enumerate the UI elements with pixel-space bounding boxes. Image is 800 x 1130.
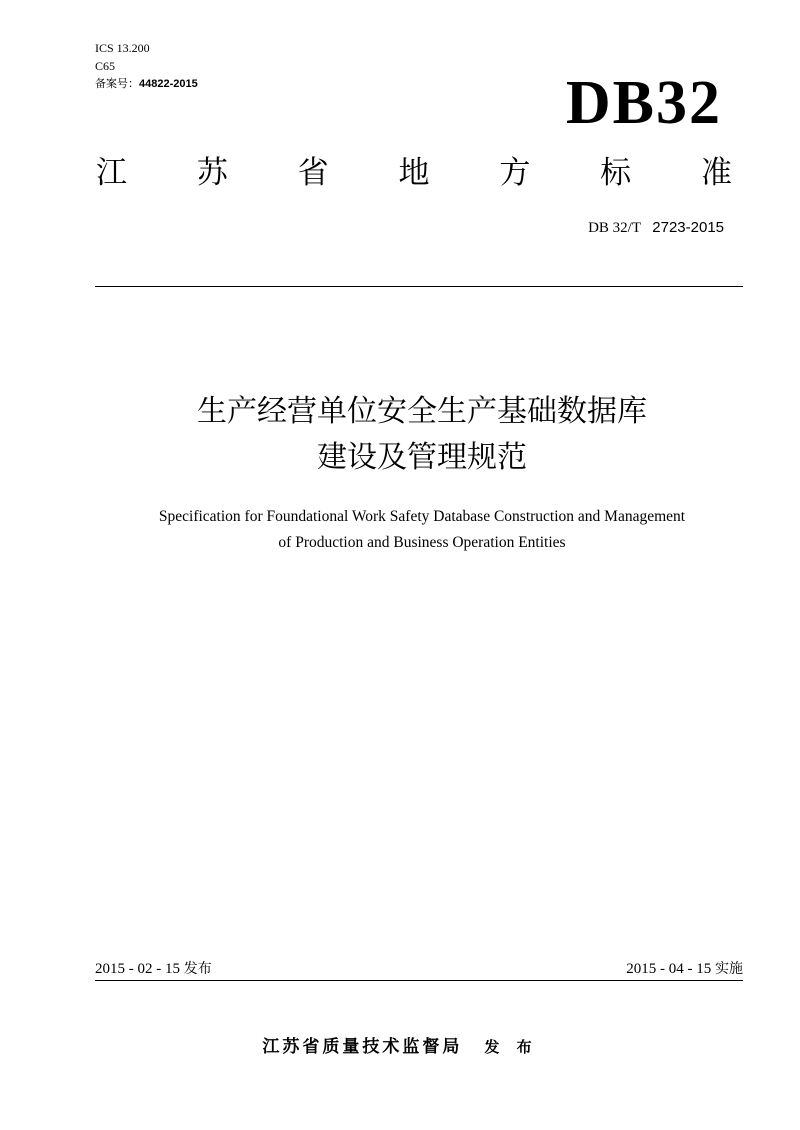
issuer-name: 江苏省质量技术监督局	[262, 1037, 463, 1057]
standard-type-char: 标	[600, 155, 632, 191]
issue-date	[95, 958, 212, 978]
ics-code: ICS 13.200	[95, 41, 150, 55]
title-en-line1: Specification for Foundational Work Safety Database Construction and Management	[158, 508, 686, 525]
effective-date-value: 2015 - 04 - 15	[626, 961, 712, 977]
issue-date-label: 发布	[183, 961, 212, 977]
record-value: 44822-2015	[139, 78, 198, 90]
record-number	[95, 76, 198, 92]
dates-row	[95, 958, 743, 981]
issuer-line	[0, 1032, 800, 1057]
effective-date	[626, 958, 743, 978]
standard-type-heading	[96, 155, 732, 191]
standard-type-char: 准	[700, 155, 732, 191]
title-en-line2: of Production and Business Operation Entities	[278, 534, 566, 551]
standard-number-prefix: DB 32/T	[588, 220, 642, 236]
effective-date-label: 实施	[715, 961, 743, 977]
standard-type-char: 江	[96, 155, 127, 191]
standard-type-char: 地	[398, 155, 430, 191]
header-divider	[95, 286, 743, 287]
title-cn-line2: 建设及管理规范	[317, 440, 527, 475]
title-cn-line1: 生产经营单位安全生产基础数据库	[197, 394, 647, 429]
standard-number-value: 2723-2015	[652, 219, 724, 236]
standard-code: DB32	[565, 69, 722, 137]
standard-type-char: 省	[297, 155, 329, 191]
ccs-code: C65	[95, 59, 116, 73]
standard-type-char: 方	[499, 155, 531, 191]
standard-number	[588, 219, 724, 237]
issue-date-value: 2015 - 02 - 15	[95, 961, 180, 977]
issuer-suffix: 发 布	[484, 1038, 538, 1056]
record-label: 备案号：	[95, 77, 139, 90]
standard-type-char: 苏	[196, 155, 228, 191]
